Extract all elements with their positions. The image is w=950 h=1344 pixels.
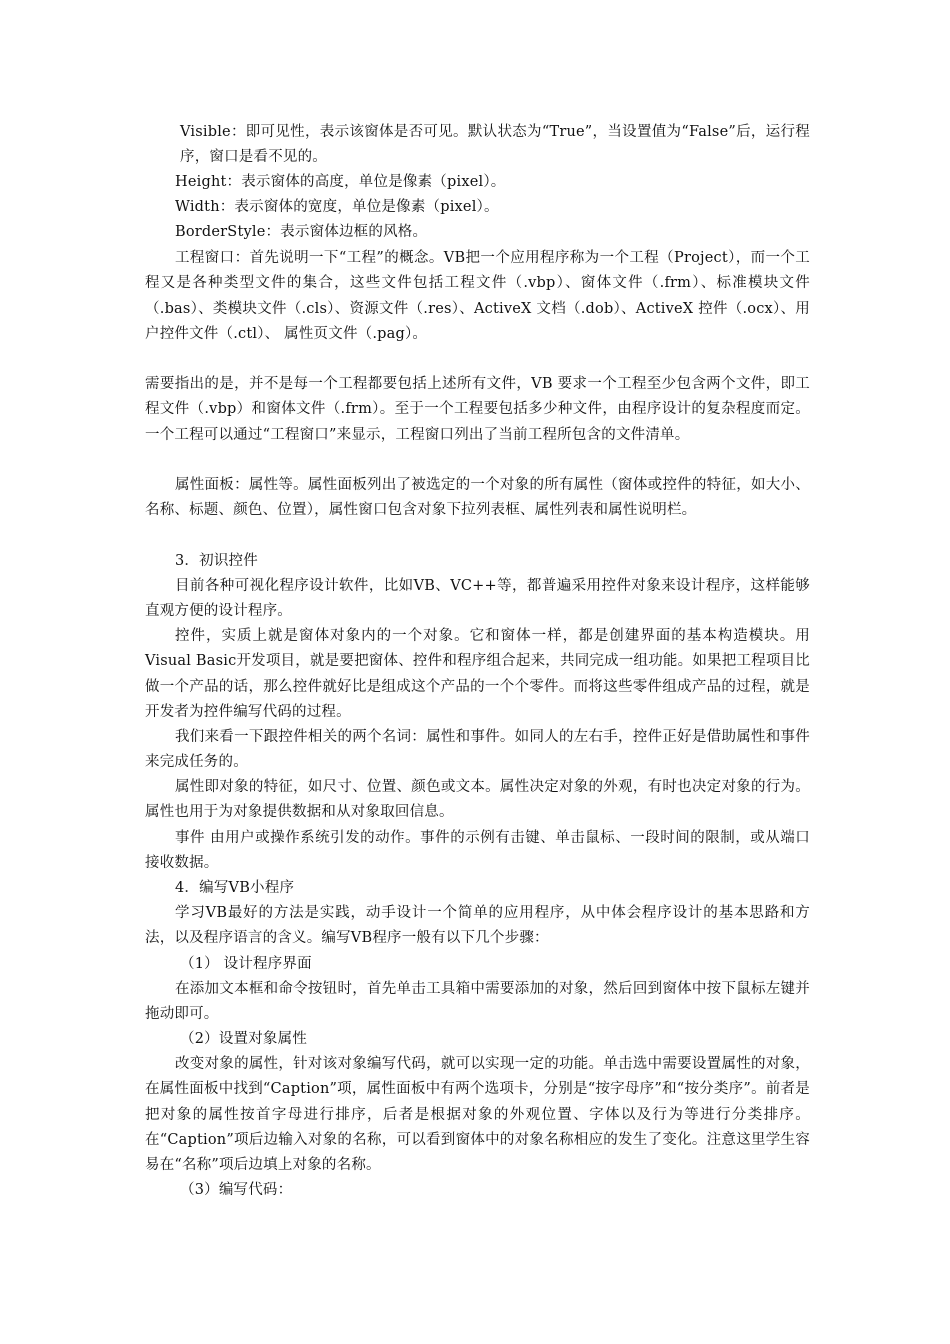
- heading-controls: 3．初识控件: [175, 553, 258, 569]
- para-properties-panel: 属性面板：属性等。属性面板列出了被选定的一个对象的所有属性（窗体或控件的特征，如大小、名称、标题、颜色、位置），属性窗口包含对象下拉列表框、属性列表和属性说明栏。: [145, 477, 810, 519]
- para-step-2: 改变对象的属性，针对该对象编写代码，就可以实现一定的功能。单击选中需要设置属性的对象，在属性面板中找到“Caption”项，属性面板中有两个选项卡，分别是“按字母序”和“按分类序”。前者是把对象的属性按首字母进行排序，后者是根据对象的外观位置、字体以及行为等进行分类排序。在“Caption”项后边输入对象的名称，可以看到窗体中的对象名称相应的发生了变化。注意这里学生容易在“名称”项后边填上对象的名称。: [145, 1056, 810, 1174]
- para-attribute: 属性即对象的特征，如尺寸、位置、颜色或文本。属性决定对象的外观，有时也决定对象的行为。属性也用于为对象提供数据和从对象取回信息。: [145, 779, 810, 821]
- para-control: 控件，实质上就是窗体对象内的一个对象。它和窗体一样，都是创建界面的基本构造模块。用Visual Basic开发项目，就是要把窗体、控件和程序组合起来，共同完成一组功能。如果把工程项目比做一个产品的话，那么控件就好比是组成这个产品的一个个零件。而将这些零件组成产品的过程，就是开发者为控件编写代码的过程。: [145, 628, 810, 720]
- heading-write-vb: 4．编写VB小程序: [175, 880, 295, 896]
- heading-step-3: （3）编写代码：: [180, 1182, 293, 1198]
- heading-step-2: （2）设置对象属性: [180, 1031, 308, 1047]
- para-borderstyle: BorderStyle：表示窗体边框的风格。: [175, 224, 428, 240]
- heading-step-1: （1） 设计程序界面: [180, 956, 312, 972]
- para-note: 需要指出的是，并不是每一个工程都要包括上述所有文件，VB 要求一个工程至少包含两个文件，即工程文件（.vbp）和窗体文件（.frm）。至于一个工程要包括多少种文件，由程序设计的复杂程度而定。一个工程可以通过“工程窗口”来显示，工程窗口列出了当前工程所包含的文件清单。: [145, 376, 810, 443]
- para-visible: Visible：即可见性，表示该窗体是否可见。默认状态为“True”，当设置值为“False”后，运行程序，窗口是看不见的。: [180, 124, 810, 166]
- para-step-1: 在添加文本框和命令按钮时，首先单击工具箱中需要添加的对象，然后回到窗体中按下鼠标左键并拖动即可。: [145, 981, 810, 1023]
- para-project-window: 工程窗口：首先说明一下“工程”的概念。VB把一个应用程序称为一个工程（Project），而一个工程又是各种类型文件的集合，这些文件包括工程文件（.vbp）、窗体文件（.frm）、标准模块文件（.bas）、类模块文件（.cls）、资源文件（.res）、ActiveX 文档（.dob）、ActiveX 控件（.ocx）、用户控件文件（.ctl）、 属性页文件（.pag）。: [145, 250, 810, 342]
- para-width: Width：表示窗体的宽度，单位是像素（pixel）。: [175, 199, 499, 215]
- para-learn: 学习VB最好的方法是实践，动手设计一个简单的应用程序，从中体会程序设计的基本思路和方法，以及程序语言的含义。编写VB程序一般有以下几个步骤：: [145, 905, 810, 947]
- para-two-terms: 我们来看一下跟控件相关的两个名词：属性和事件。如同人的左右手，控件正好是借助属性和事件来完成任务的。: [145, 729, 810, 771]
- para-height: Height：表示窗体的高度，单位是像素（pixel）。: [175, 174, 506, 190]
- para-event: 事件 由用户或操作系统引发的动作。事件的示例有击键、单击鼠标、一段时间的限制，或从端口接收数据。: [145, 830, 810, 872]
- para-intro: 目前各种可视化程序设计软件，比如VB、VC++等，都普遍采用控件对象来设计程序，这样能够直观方便的设计程序。: [145, 578, 810, 620]
